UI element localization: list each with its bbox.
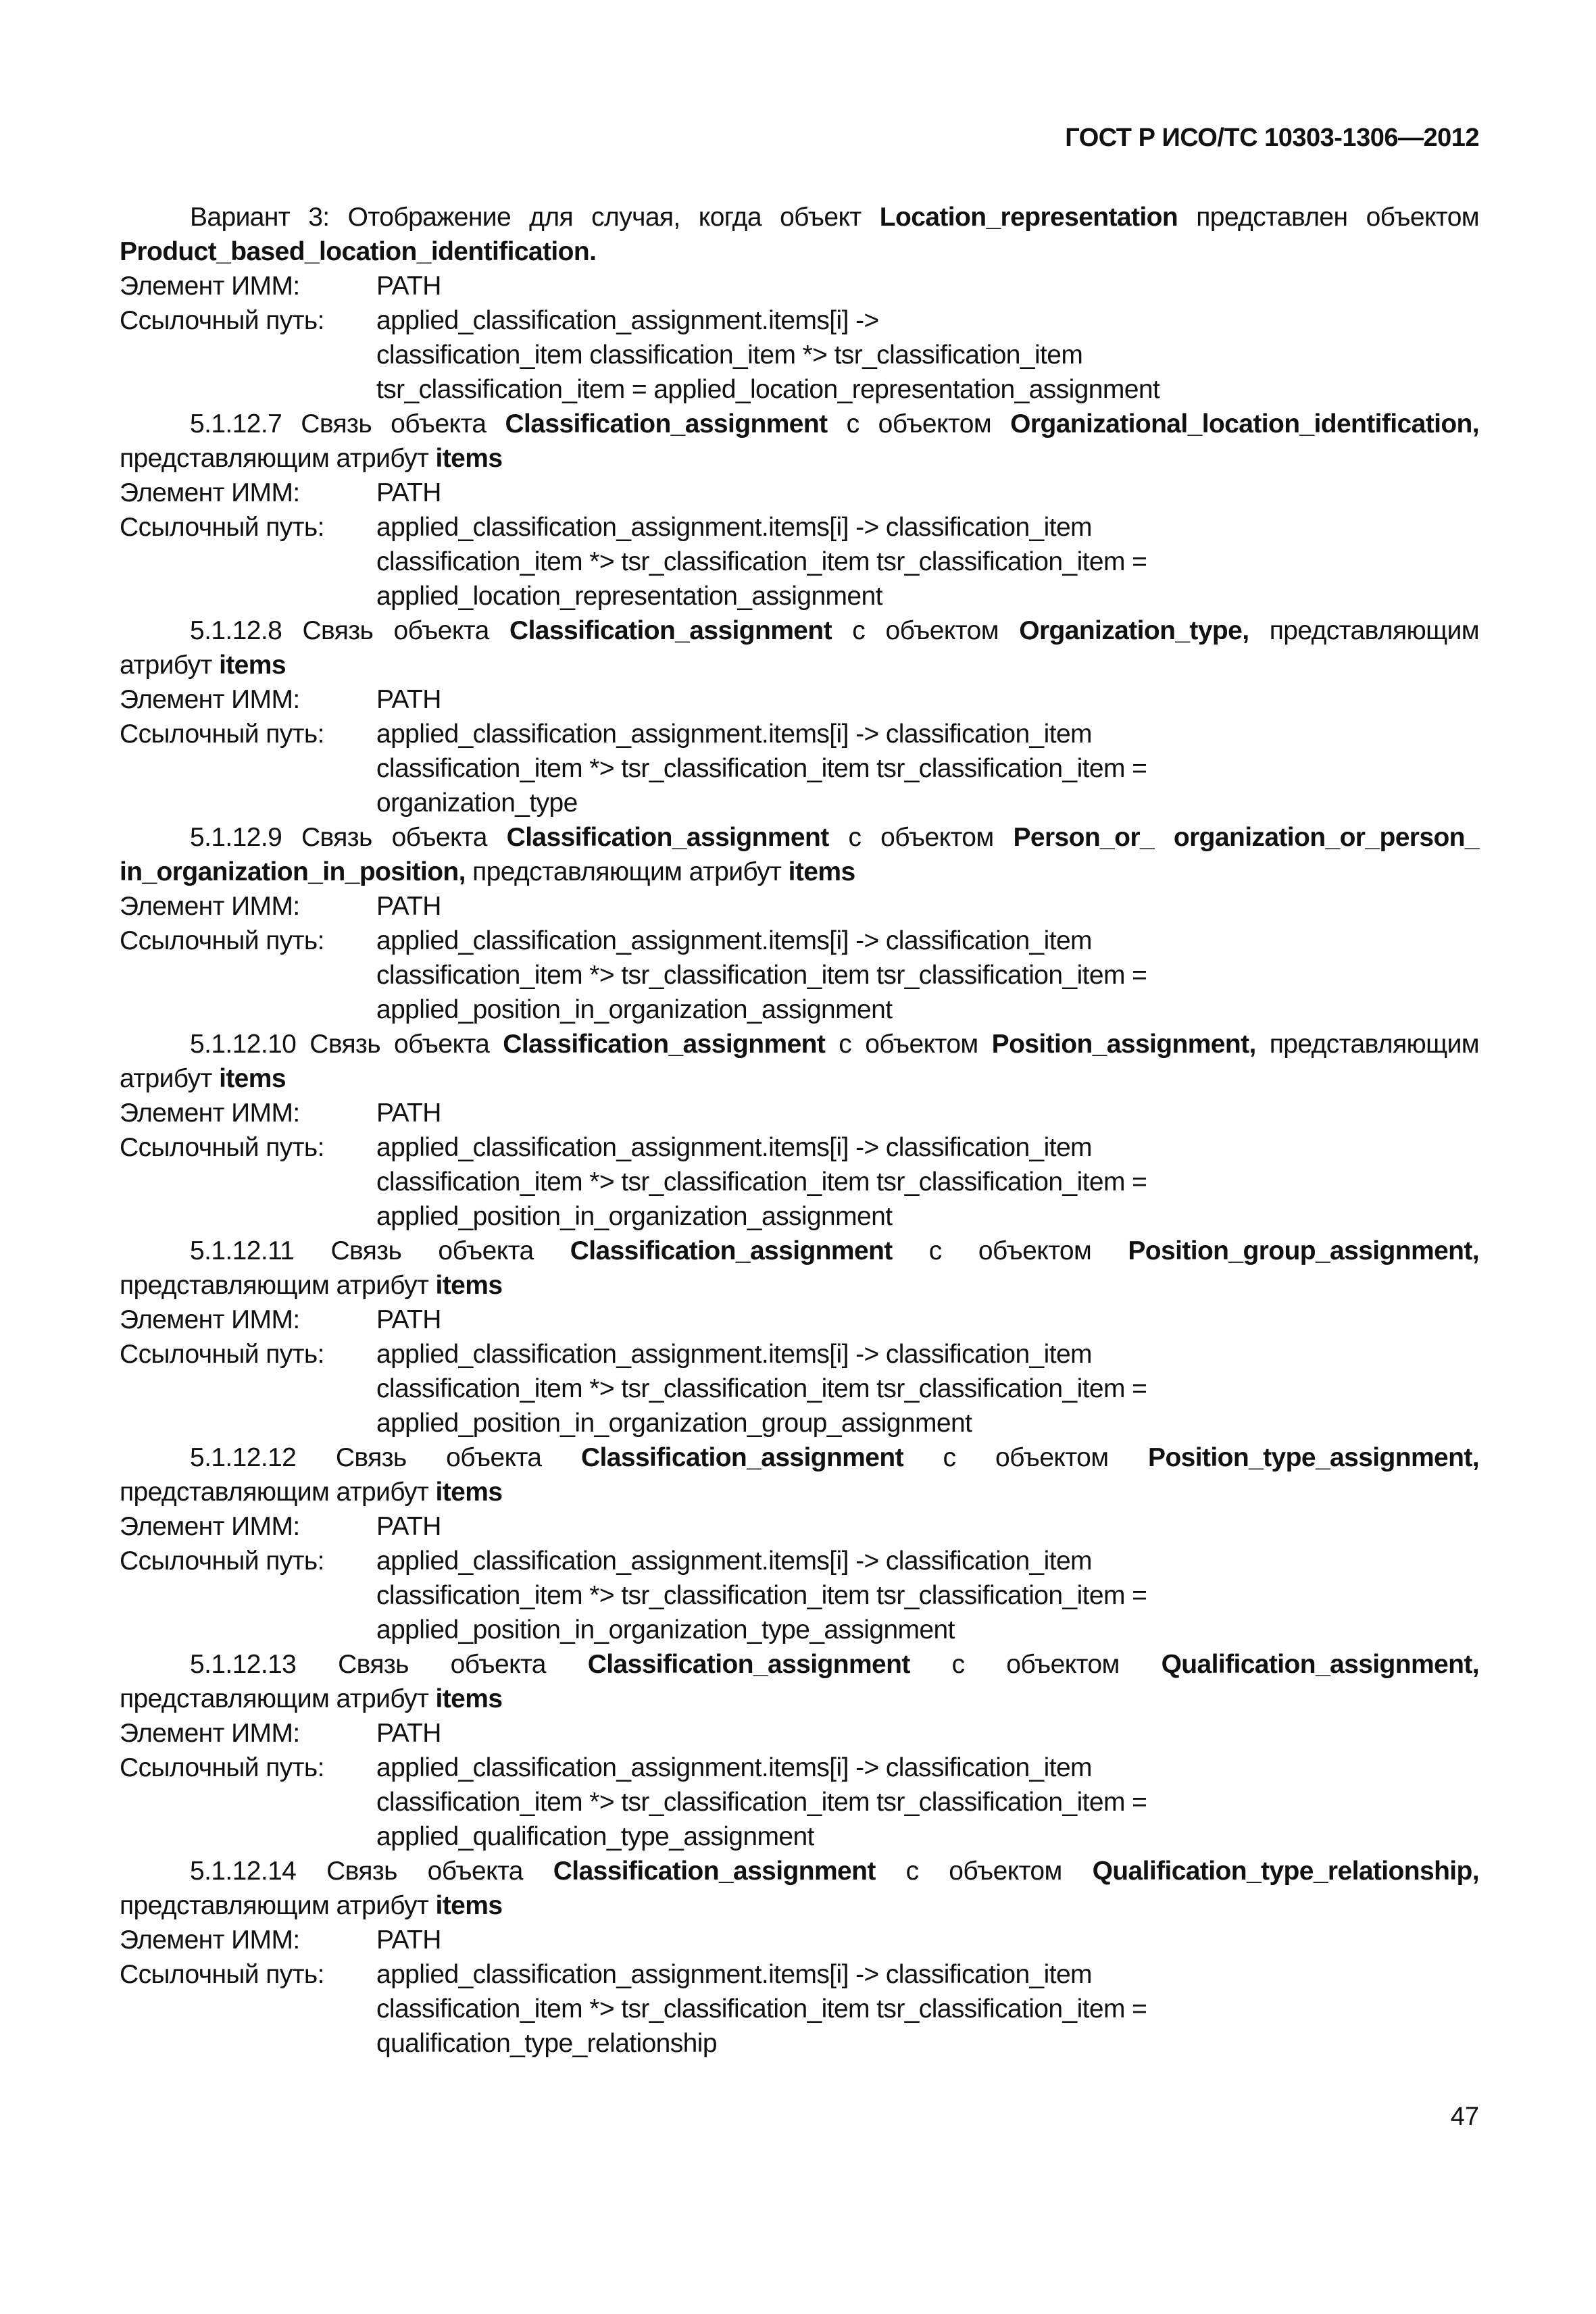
section-block [120, 1854, 1479, 2061]
imm-element-row: Элемент ИММ: PATH [120, 478, 441, 507]
reference-path-row: Ссылочный путь: applied_classification_assignment.items[i] -> classification_item classification_item *> tsr_classification_item tsr_classification_item = applied_position_in_organization_assignment [120, 1133, 1147, 1231]
section-block [120, 613, 1479, 820]
section-heading: 5.1.12.9 Связь объекта Classification_assignment с объектом Person_or_ organization_or_person_ in_organization_in_position, представляющим атрибут items [120, 823, 1479, 886]
section-block [120, 407, 1479, 613]
document-header: ГОСТ Р ИСО/ТС 10303-1306—2012 [1065, 124, 1479, 152]
imm-element-row: Элемент ИММ: PATH [120, 1305, 441, 1334]
reference-path-row: Ссылочный путь: applied_classification_assignment.items[i] -> classification_item classification_item *> tsr_classification_item tsr_classification_item = organization_type [120, 720, 1147, 818]
imm-element-row: Элемент ИММ: PATH [120, 1719, 441, 1748]
section-heading: 5.1.12.11 Связь объекта Classification_assignment с объектом Position_group_assignment, представляющим атрибут items [120, 1236, 1480, 1300]
variant-paragraph: Вариант 3: Отображение для случая, когда объект Location_representation представлен объектом Product_based_location_identification. [120, 203, 1479, 266]
imm-element-row: Элемент ИММ: PATH [120, 1512, 441, 1541]
section-heading: 5.1.12.8 Связь объекта Classification_assignment с объектом Organization_type, представляющим атрибут items [120, 616, 1480, 680]
page-number: 47 [1450, 2103, 1479, 2131]
variant-block [120, 200, 1479, 407]
imm-element-row: Элемент ИММ: PATH [120, 272, 441, 301]
reference-path-row: Ссылочный путь: applied_classification_assignment.items[i] -> classification_item classification_item *> tsr_classification_item tsr_classification_item = applied_position_in_organization_group_assignment [120, 1340, 1147, 1438]
reference-path-row: Ссылочный путь: applied_classification_assignment.items[i] -> classification_item classification_item *> tsr_classification_item tsr_classification_item = applied_location_representation_assignment [120, 306, 1160, 404]
section-block [120, 1027, 1479, 1234]
reference-path-row: Ссылочный путь: applied_classification_assignment.items[i] -> classification_item classification_item *> tsr_classification_item tsr_classification_item = applied_qualification_type_assignment [120, 1753, 1147, 1851]
section-heading: 5.1.12.14 Связь объекта Classification_assignment с объектом Qualification_type_relationship, представляющим атрибут items [120, 1857, 1479, 1920]
document-page [120, 0, 1479, 2314]
imm-element-row: Элемент ИММ: PATH [120, 892, 441, 921]
imm-element-row: Элемент ИММ: PATH [120, 1099, 441, 1128]
imm-element-row: Элемент ИММ: PATH [120, 685, 441, 714]
section-block [120, 820, 1479, 1027]
document-body [120, 200, 1479, 2061]
section-block [120, 1440, 1479, 1647]
section-heading: 5.1.12.12 Связь объекта Classification_assignment с объектом Position_type_assignment, представляющим атрибут items [120, 1443, 1479, 1507]
section-heading: 5.1.12.13 Связь объекта Classification_assignment с объектом Qualification_assignment, представляющим атрибут items [120, 1650, 1480, 1713]
section-block [120, 1647, 1479, 1854]
sections-list [120, 407, 1479, 2061]
section-heading: 5.1.12.7 Связь объекта Classification_assignment с объектом Organizational_location_identification, представляющим атрибут items [120, 409, 1480, 473]
reference-path-row: Ссылочный путь: applied_classification_assignment.items[i] -> classification_item classification_item *> tsr_classification_item tsr_classification_item = applied_position_in_organization_type_assignment [120, 1546, 1147, 1644]
section-heading: 5.1.12.10 Связь объекта Classification_assignment с объектом Position_assignment, представляющим атрибут items [120, 1030, 1480, 1093]
reference-path-row: Ссылочный путь: applied_classification_assignment.items[i] -> classification_item classification_item *> tsr_classification_item tsr_classification_item = qualification_type_relationship [120, 1960, 1147, 2058]
section-block [120, 1234, 1479, 1440]
reference-path-row: Ссылочный путь: applied_classification_assignment.items[i] -> classification_item classification_item *> tsr_classification_item tsr_classification_item = applied_location_representation_assignment [120, 513, 1147, 611]
imm-element-row: Элемент ИММ: PATH [120, 1926, 441, 1955]
reference-path-row: Ссылочный путь: applied_classification_assignment.items[i] -> classification_item classification_item *> tsr_classification_item tsr_classification_item = applied_position_in_organization_assignment [120, 926, 1147, 1024]
